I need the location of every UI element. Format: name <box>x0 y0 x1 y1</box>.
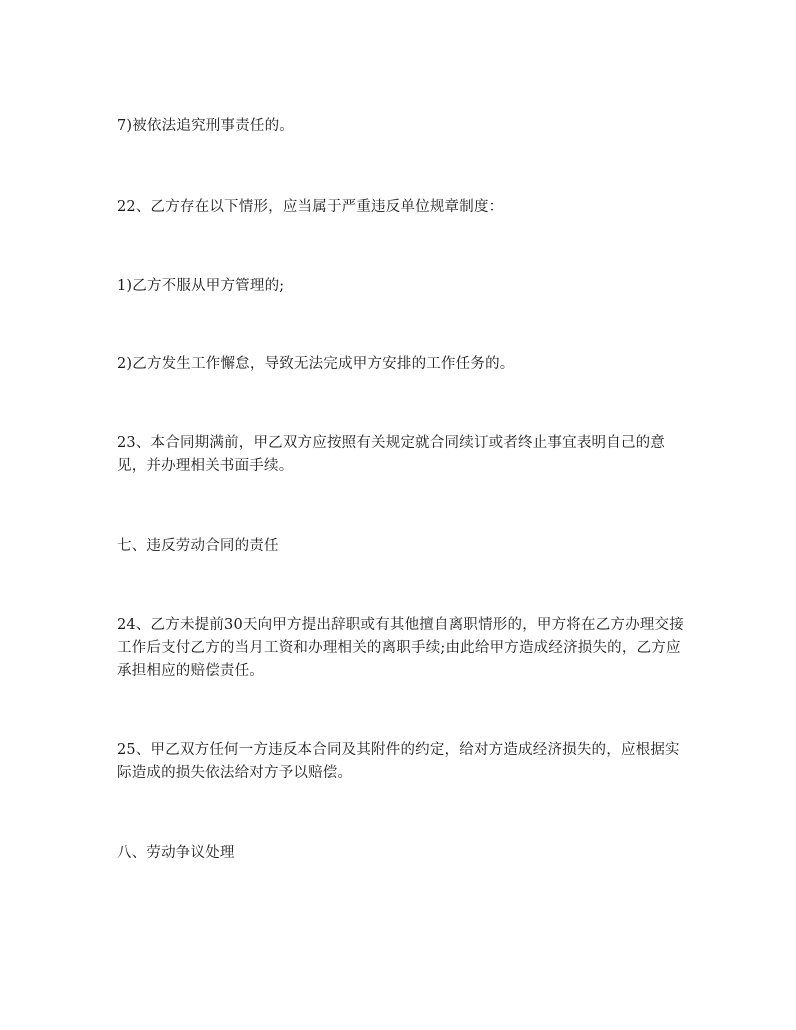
paragraph-item-7: 7)被依法追究刑事责任的。 <box>117 118 294 134</box>
paragraph-item-2: 2)乙方发生工作懈怠，导致无法完成甲方安排的工作任务的。 <box>117 356 515 372</box>
paragraph-clause-23: 23、本合同期满前，甲乙双方应按照有关规定就合同续订或者终止事宜表明自己的意见，并办理相关书面手续。 <box>117 435 666 474</box>
paragraph-item-1: 1)乙方不服从甲方管理的; <box>117 278 285 294</box>
section-heading-8: 八、劳动争议处理 <box>117 845 235 861</box>
paragraph-clause-22: 22、乙方存在以下情形，应当属于严重违反单位规章制度： <box>117 199 504 215</box>
paragraph-clause-25: 25、甲乙双方任何一方违反本合同及其附件的约定，给对方造成经济损失的，应根据实际造成的损失依法给对方予以赔偿。 <box>117 742 680 781</box>
section-heading-7: 七、违反劳动合同的责任 <box>117 538 279 554</box>
paragraph-clause-24: 24、乙方未提前30天向甲方提出辞职或有其他擅自离职情形的，甲方将在乙方办理交接工作后支付乙方的当月工资和办理相关的离职手续;由此给甲方造成经济损失的，乙方应承担相应的赔偿责任。 <box>117 617 684 679</box>
